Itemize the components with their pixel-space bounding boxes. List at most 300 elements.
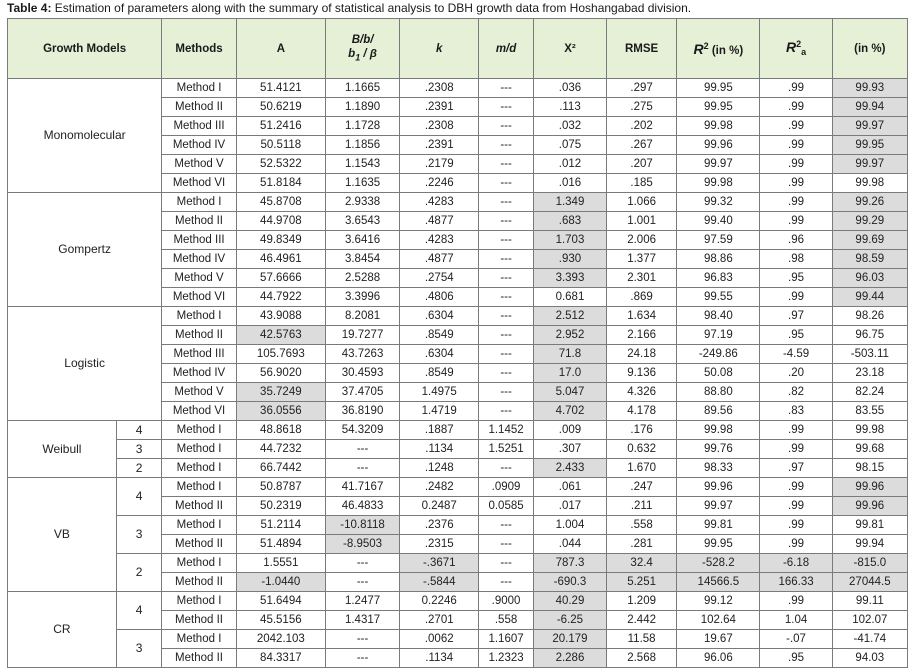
- cell-rmse: 1.066: [607, 193, 677, 212]
- cell-k: .0062: [400, 630, 479, 649]
- cell-ra: .99: [760, 516, 832, 535]
- cell-x2: 1.349: [533, 193, 606, 212]
- cell-b: 3.6543: [325, 212, 399, 231]
- cell-rmse: 1.377: [607, 250, 677, 269]
- cell-md: ---: [479, 288, 534, 307]
- cell-md: ---: [479, 516, 534, 535]
- cell-rmse: .207: [607, 155, 677, 174]
- cell-b: 1.1543: [325, 155, 399, 174]
- cell-s: 3: [116, 516, 161, 554]
- cell-b: 46.4833: [325, 497, 399, 516]
- cell-s: 2: [116, 459, 161, 478]
- cell-md: 1.2323: [479, 649, 534, 668]
- cell-x2: .017: [533, 497, 606, 516]
- header-k: k: [400, 19, 479, 79]
- cell-x2: 3.393: [533, 269, 606, 288]
- cell-p: 98.15: [832, 459, 907, 478]
- cell-p: 99.93: [832, 79, 907, 98]
- cell-s: 4: [116, 592, 161, 630]
- cell-a: 50.6219: [236, 98, 325, 117]
- cell-k: .2482: [400, 478, 479, 497]
- cell-r2: 99.55: [677, 288, 760, 307]
- cell-x2: 2.512: [533, 307, 606, 326]
- cell-m: Method I: [162, 459, 237, 478]
- cell-a: 84.3317: [236, 649, 325, 668]
- cell-md: ---: [479, 193, 534, 212]
- cell-b: 36.8190: [325, 402, 399, 421]
- cell-rmse: 32.4: [607, 554, 677, 573]
- cell-ra: .96: [760, 231, 832, 250]
- cell-ra: .99: [760, 497, 832, 516]
- cell-md: ---: [479, 117, 534, 136]
- cell-a: 51.6494: [236, 592, 325, 611]
- cell-p: 98.59: [832, 250, 907, 269]
- cell-a: 51.8184: [236, 174, 325, 193]
- header-methods: Methods: [162, 19, 237, 79]
- cell-md: ---: [479, 231, 534, 250]
- cell-p: 99.44: [832, 288, 907, 307]
- cell-b: 3.8454: [325, 250, 399, 269]
- cell-b: 2.9338: [325, 193, 399, 212]
- cell-rmse: .185: [607, 174, 677, 193]
- cell-md: .558: [479, 611, 534, 630]
- cell-p: 99.98: [832, 421, 907, 440]
- cell-k: -.3671: [400, 554, 479, 573]
- header-r2-adjusted: $R^2_a$: [760, 19, 832, 79]
- cell-k: .4877: [400, 212, 479, 231]
- cell-m: Method VI: [162, 288, 237, 307]
- cell-a: 44.7232: [236, 440, 325, 459]
- cell-rmse: .281: [607, 535, 677, 554]
- cell-m: Method I: [162, 421, 237, 440]
- cell-rmse: .297: [607, 79, 677, 98]
- cell-p: 102.07: [832, 611, 907, 630]
- cell-x2: .113: [533, 98, 606, 117]
- cell-ra: -4.59: [760, 345, 832, 364]
- cell-rmse: 11.58: [607, 630, 677, 649]
- cell-p: 99.29: [832, 212, 907, 231]
- cell-r2: 14566.5: [677, 573, 760, 592]
- cell-s: 2: [116, 554, 161, 592]
- cell-b: ---: [325, 649, 399, 668]
- cell-p: 96.75: [832, 326, 907, 345]
- cell-rmse: 1.001: [607, 212, 677, 231]
- cell-ra: -.07: [760, 630, 832, 649]
- cell-x2: 5.047: [533, 383, 606, 402]
- cell-x2: .044: [533, 535, 606, 554]
- cell-m: Method I: [162, 630, 237, 649]
- cell-x2: 2.952: [533, 326, 606, 345]
- cell-m: Method I: [162, 193, 237, 212]
- cell-r2: 99.95: [677, 79, 760, 98]
- cell-r2: 88.80: [677, 383, 760, 402]
- cell-a: 51.4894: [236, 535, 325, 554]
- cell-p: 82.24: [832, 383, 907, 402]
- cell-r2: -528.2: [677, 554, 760, 573]
- group-monomolecular: Monomolecular: [8, 79, 162, 193]
- cell-p: 99.96: [832, 497, 907, 516]
- cell-m: Method II: [162, 497, 237, 516]
- cell-b: 3.3996: [325, 288, 399, 307]
- cell-a: 57.6666: [236, 269, 325, 288]
- cell-ra: .95: [760, 269, 832, 288]
- cell-md: ---: [479, 383, 534, 402]
- cell-r2: 99.95: [677, 535, 760, 554]
- cell-r2: 99.95: [677, 98, 760, 117]
- cell-k: .4283: [400, 193, 479, 212]
- cell-k: .2246: [400, 174, 479, 193]
- table-row: [8, 79, 908, 98]
- cell-m: Method III: [162, 345, 237, 364]
- cell-k: .1887: [400, 421, 479, 440]
- cell-p: 99.81: [832, 516, 907, 535]
- cell-md: ---: [479, 345, 534, 364]
- cell-ra: 166.33: [760, 573, 832, 592]
- caption-text: Estimation of parameters along with the summary of statistical analysis to DBH growth data from Hoshangabad division.: [51, 1, 692, 15]
- cell-r2: 98.40: [677, 307, 760, 326]
- cell-rmse: 5.251: [607, 573, 677, 592]
- cell-rmse: 24.18: [607, 345, 677, 364]
- cell-a: 50.8787: [236, 478, 325, 497]
- cell-p: -503.11: [832, 345, 907, 364]
- cell-a: 1.5551: [236, 554, 325, 573]
- cell-rmse: .558: [607, 516, 677, 535]
- cell-m: Method I: [162, 307, 237, 326]
- cell-x2: .032: [533, 117, 606, 136]
- group-logistic: Logistic: [8, 307, 162, 421]
- cell-k: .8549: [400, 326, 479, 345]
- cell-r2: 97.19: [677, 326, 760, 345]
- cell-p: -41.74: [832, 630, 907, 649]
- cell-x2: 20.179: [533, 630, 606, 649]
- cell-ra: .95: [760, 326, 832, 345]
- cell-x2: 1.004: [533, 516, 606, 535]
- cell-md: ---: [479, 307, 534, 326]
- cell-m: Method V: [162, 155, 237, 174]
- caption-label: Table 4:: [7, 1, 52, 15]
- cell-rmse: 1.634: [607, 307, 677, 326]
- cell-a: 52.5322: [236, 155, 325, 174]
- table-row: [8, 592, 908, 611]
- cell-a: 46.4961: [236, 250, 325, 269]
- cell-m: Method V: [162, 269, 237, 288]
- group-weibull: Weibull: [8, 421, 117, 478]
- cell-a: 35.7249: [236, 383, 325, 402]
- table-row: [8, 421, 908, 440]
- cell-b: 41.7167: [325, 478, 399, 497]
- cell-rmse: 4.326: [607, 383, 677, 402]
- cell-ra: .98: [760, 250, 832, 269]
- cell-k: .4806: [400, 288, 479, 307]
- cell-x2: -690.3: [533, 573, 606, 592]
- cell-ra: .99: [760, 117, 832, 136]
- cell-k: 0.2246: [400, 592, 479, 611]
- header-x2: X²: [533, 19, 606, 79]
- cell-rmse: 9.136: [607, 364, 677, 383]
- cell-rmse: 0.632: [607, 440, 677, 459]
- cell-ra: .99: [760, 79, 832, 98]
- cell-ra: .82: [760, 383, 832, 402]
- table-row: [8, 307, 908, 326]
- cell-p: 99.94: [832, 98, 907, 117]
- group-vb: VB: [8, 478, 117, 592]
- table-row: [8, 440, 908, 459]
- cell-r2: 96.83: [677, 269, 760, 288]
- cell-k: 1.4975: [400, 383, 479, 402]
- cell-md: .9000: [479, 592, 534, 611]
- cell-b: 3.6416: [325, 231, 399, 250]
- cell-s: 3: [116, 630, 161, 668]
- cell-m: Method I: [162, 440, 237, 459]
- cell-p: 99.94: [832, 535, 907, 554]
- cell-rmse: 1.209: [607, 592, 677, 611]
- cell-k: .4877: [400, 250, 479, 269]
- cell-md: ---: [479, 364, 534, 383]
- cell-r2: 99.98: [677, 174, 760, 193]
- cell-x2: 40.29: [533, 592, 606, 611]
- cell-a: 49.8349: [236, 231, 325, 250]
- cell-r2: 99.12: [677, 592, 760, 611]
- cell-x2: 71.8: [533, 345, 606, 364]
- cell-r2: 102.64: [677, 611, 760, 630]
- cell-r2: 99.98: [677, 117, 760, 136]
- cell-md: ---: [479, 212, 534, 231]
- header-in-percent: (in %): [832, 19, 907, 79]
- cell-k: .2391: [400, 98, 479, 117]
- cell-b: 37.4705: [325, 383, 399, 402]
- cell-md: ---: [479, 326, 534, 345]
- cell-b: ---: [325, 573, 399, 592]
- cell-ra: .99: [760, 193, 832, 212]
- cell-rmse: .211: [607, 497, 677, 516]
- cell-x2: .009: [533, 421, 606, 440]
- cell-x2: .075: [533, 136, 606, 155]
- cell-r2: 96.06: [677, 649, 760, 668]
- cell-ra: .99: [760, 478, 832, 497]
- cell-ra: .97: [760, 459, 832, 478]
- cell-a: 105.7693: [236, 345, 325, 364]
- cell-rmse: 2.442: [607, 611, 677, 630]
- cell-s: 4: [116, 478, 161, 516]
- cell-b: ---: [325, 459, 399, 478]
- cell-rmse: 2.166: [607, 326, 677, 345]
- cell-ra: .99: [760, 440, 832, 459]
- cell-p: 98.26: [832, 307, 907, 326]
- cell-p: 27044.5: [832, 573, 907, 592]
- cell-rmse: 4.178: [607, 402, 677, 421]
- cell-m: Method VI: [162, 174, 237, 193]
- cell-m: Method II: [162, 649, 237, 668]
- cell-ra: .99: [760, 174, 832, 193]
- cell-a: 51.4121: [236, 79, 325, 98]
- cell-ra: .99: [760, 288, 832, 307]
- header-rmse: RMSE: [607, 19, 677, 79]
- cell-md: ---: [479, 98, 534, 117]
- cell-x2: 787.3: [533, 554, 606, 573]
- cell-rmse: .267: [607, 136, 677, 155]
- cell-a: 56.9020: [236, 364, 325, 383]
- cell-m: Method I: [162, 478, 237, 497]
- cell-k: .8549: [400, 364, 479, 383]
- cell-x2: .012: [533, 155, 606, 174]
- cell-md: 1.1607: [479, 630, 534, 649]
- cell-a: 44.7922: [236, 288, 325, 307]
- cell-md: ---: [479, 554, 534, 573]
- cell-md: ---: [479, 535, 534, 554]
- cell-md: 1.1452: [479, 421, 534, 440]
- cell-k: .2179: [400, 155, 479, 174]
- cell-a: 2042.103: [236, 630, 325, 649]
- table-row: [8, 459, 908, 478]
- cell-x2: .307: [533, 440, 606, 459]
- cell-x2: 1.703: [533, 231, 606, 250]
- cell-k: 0.2487: [400, 497, 479, 516]
- group-gompertz: Gompertz: [8, 193, 162, 307]
- cell-m: Method I: [162, 592, 237, 611]
- cell-md: ---: [479, 155, 534, 174]
- cell-r2: -249.86: [677, 345, 760, 364]
- cell-m: Method I: [162, 554, 237, 573]
- cell-b: 43.7263: [325, 345, 399, 364]
- cell-x2: .683: [533, 212, 606, 231]
- table-row: [8, 554, 908, 573]
- cell-r2: 99.96: [677, 478, 760, 497]
- cell-rmse: 2.006: [607, 231, 677, 250]
- cell-x2: .930: [533, 250, 606, 269]
- cell-x2: 4.702: [533, 402, 606, 421]
- cell-k: .2754: [400, 269, 479, 288]
- cell-md: ---: [479, 79, 534, 98]
- cell-b: 19.7277: [325, 326, 399, 345]
- cell-md: ---: [479, 573, 534, 592]
- cell-a: 43.9088: [236, 307, 325, 326]
- cell-ra: -6.18: [760, 554, 832, 573]
- header-a: A: [236, 19, 325, 79]
- cell-x2: 0.681: [533, 288, 606, 307]
- cell-p: 99.95: [832, 136, 907, 155]
- cell-b: -8.9503: [325, 535, 399, 554]
- parameter-table: [7, 18, 908, 668]
- cell-ra: .99: [760, 136, 832, 155]
- cell-k: .6304: [400, 307, 479, 326]
- cell-ra: .99: [760, 592, 832, 611]
- cell-md: ---: [479, 136, 534, 155]
- cell-md: 0.0585: [479, 497, 534, 516]
- cell-k: .2376: [400, 516, 479, 535]
- cell-b: 54.3209: [325, 421, 399, 440]
- cell-rmse: 2.568: [607, 649, 677, 668]
- header-r2: $R^2$ (in %): [677, 19, 760, 79]
- cell-r2: 99.97: [677, 497, 760, 516]
- cell-s: 4: [116, 421, 161, 440]
- cell-b: 2.5288: [325, 269, 399, 288]
- cell-a: 44.9708: [236, 212, 325, 231]
- cell-ra: .99: [760, 212, 832, 231]
- cell-x2: 17.0: [533, 364, 606, 383]
- cell-k: .1134: [400, 649, 479, 668]
- cell-a: 50.5118: [236, 136, 325, 155]
- cell-a: 45.5156: [236, 611, 325, 630]
- cell-m: Method II: [162, 212, 237, 231]
- cell-p: 96.03: [832, 269, 907, 288]
- cell-b: 1.2477: [325, 592, 399, 611]
- cell-ra: .99: [760, 535, 832, 554]
- cell-rmse: .202: [607, 117, 677, 136]
- cell-k: .2391: [400, 136, 479, 155]
- header-md: m/d: [479, 19, 534, 79]
- cell-k: .2701: [400, 611, 479, 630]
- cell-m: Method III: [162, 117, 237, 136]
- cell-a: 51.2416: [236, 117, 325, 136]
- cell-x2: .036: [533, 79, 606, 98]
- cell-k: .2315: [400, 535, 479, 554]
- cell-md: .0909: [479, 478, 534, 497]
- cell-x2: -6.25: [533, 611, 606, 630]
- cell-m: Method I: [162, 516, 237, 535]
- cell-b: -10.8118: [325, 516, 399, 535]
- table-row: [8, 630, 908, 649]
- cell-r2: 50.08: [677, 364, 760, 383]
- cell-a: -1.0440: [236, 573, 325, 592]
- header-b: B/b/ $b_1$ / β: [325, 19, 399, 79]
- cell-r2: 99.81: [677, 516, 760, 535]
- cell-k: .1248: [400, 459, 479, 478]
- cell-r2: 99.40: [677, 212, 760, 231]
- cell-s: 3: [116, 440, 161, 459]
- cell-k: .2308: [400, 117, 479, 136]
- cell-b: ---: [325, 440, 399, 459]
- cell-rmse: .247: [607, 478, 677, 497]
- cell-ra: .97: [760, 307, 832, 326]
- cell-b: 30.4593: [325, 364, 399, 383]
- cell-m: Method IV: [162, 136, 237, 155]
- cell-k: 1.4719: [400, 402, 479, 421]
- cell-k: .2308: [400, 79, 479, 98]
- cell-a: 36.0556: [236, 402, 325, 421]
- cell-ra: .95: [760, 649, 832, 668]
- cell-a: 45.8708: [236, 193, 325, 212]
- cell-m: Method I: [162, 79, 237, 98]
- cell-a: 42.5763: [236, 326, 325, 345]
- cell-b: 1.1890: [325, 98, 399, 117]
- table-row: [8, 516, 908, 535]
- cell-r2: 99.96: [677, 136, 760, 155]
- group-cr: CR: [8, 592, 117, 668]
- cell-p: 99.68: [832, 440, 907, 459]
- cell-r2: 89.56: [677, 402, 760, 421]
- cell-md: ---: [479, 402, 534, 421]
- cell-r2: 98.33: [677, 459, 760, 478]
- cell-ra: .83: [760, 402, 832, 421]
- cell-rmse: .869: [607, 288, 677, 307]
- cell-p: 99.97: [832, 117, 907, 136]
- cell-r2: 98.86: [677, 250, 760, 269]
- cell-md: ---: [479, 269, 534, 288]
- cell-rmse: .176: [607, 421, 677, 440]
- cell-m: Method V: [162, 383, 237, 402]
- cell-r2: 99.98: [677, 421, 760, 440]
- cell-b: 8.2081: [325, 307, 399, 326]
- cell-r2: 99.97: [677, 155, 760, 174]
- cell-ra: 1.04: [760, 611, 832, 630]
- cell-md: 1.5251: [479, 440, 534, 459]
- cell-p: -815.0: [832, 554, 907, 573]
- cell-md: ---: [479, 174, 534, 193]
- cell-x2: .061: [533, 478, 606, 497]
- cell-b: 1.1665: [325, 79, 399, 98]
- cell-r2: 99.32: [677, 193, 760, 212]
- cell-m: Method II: [162, 611, 237, 630]
